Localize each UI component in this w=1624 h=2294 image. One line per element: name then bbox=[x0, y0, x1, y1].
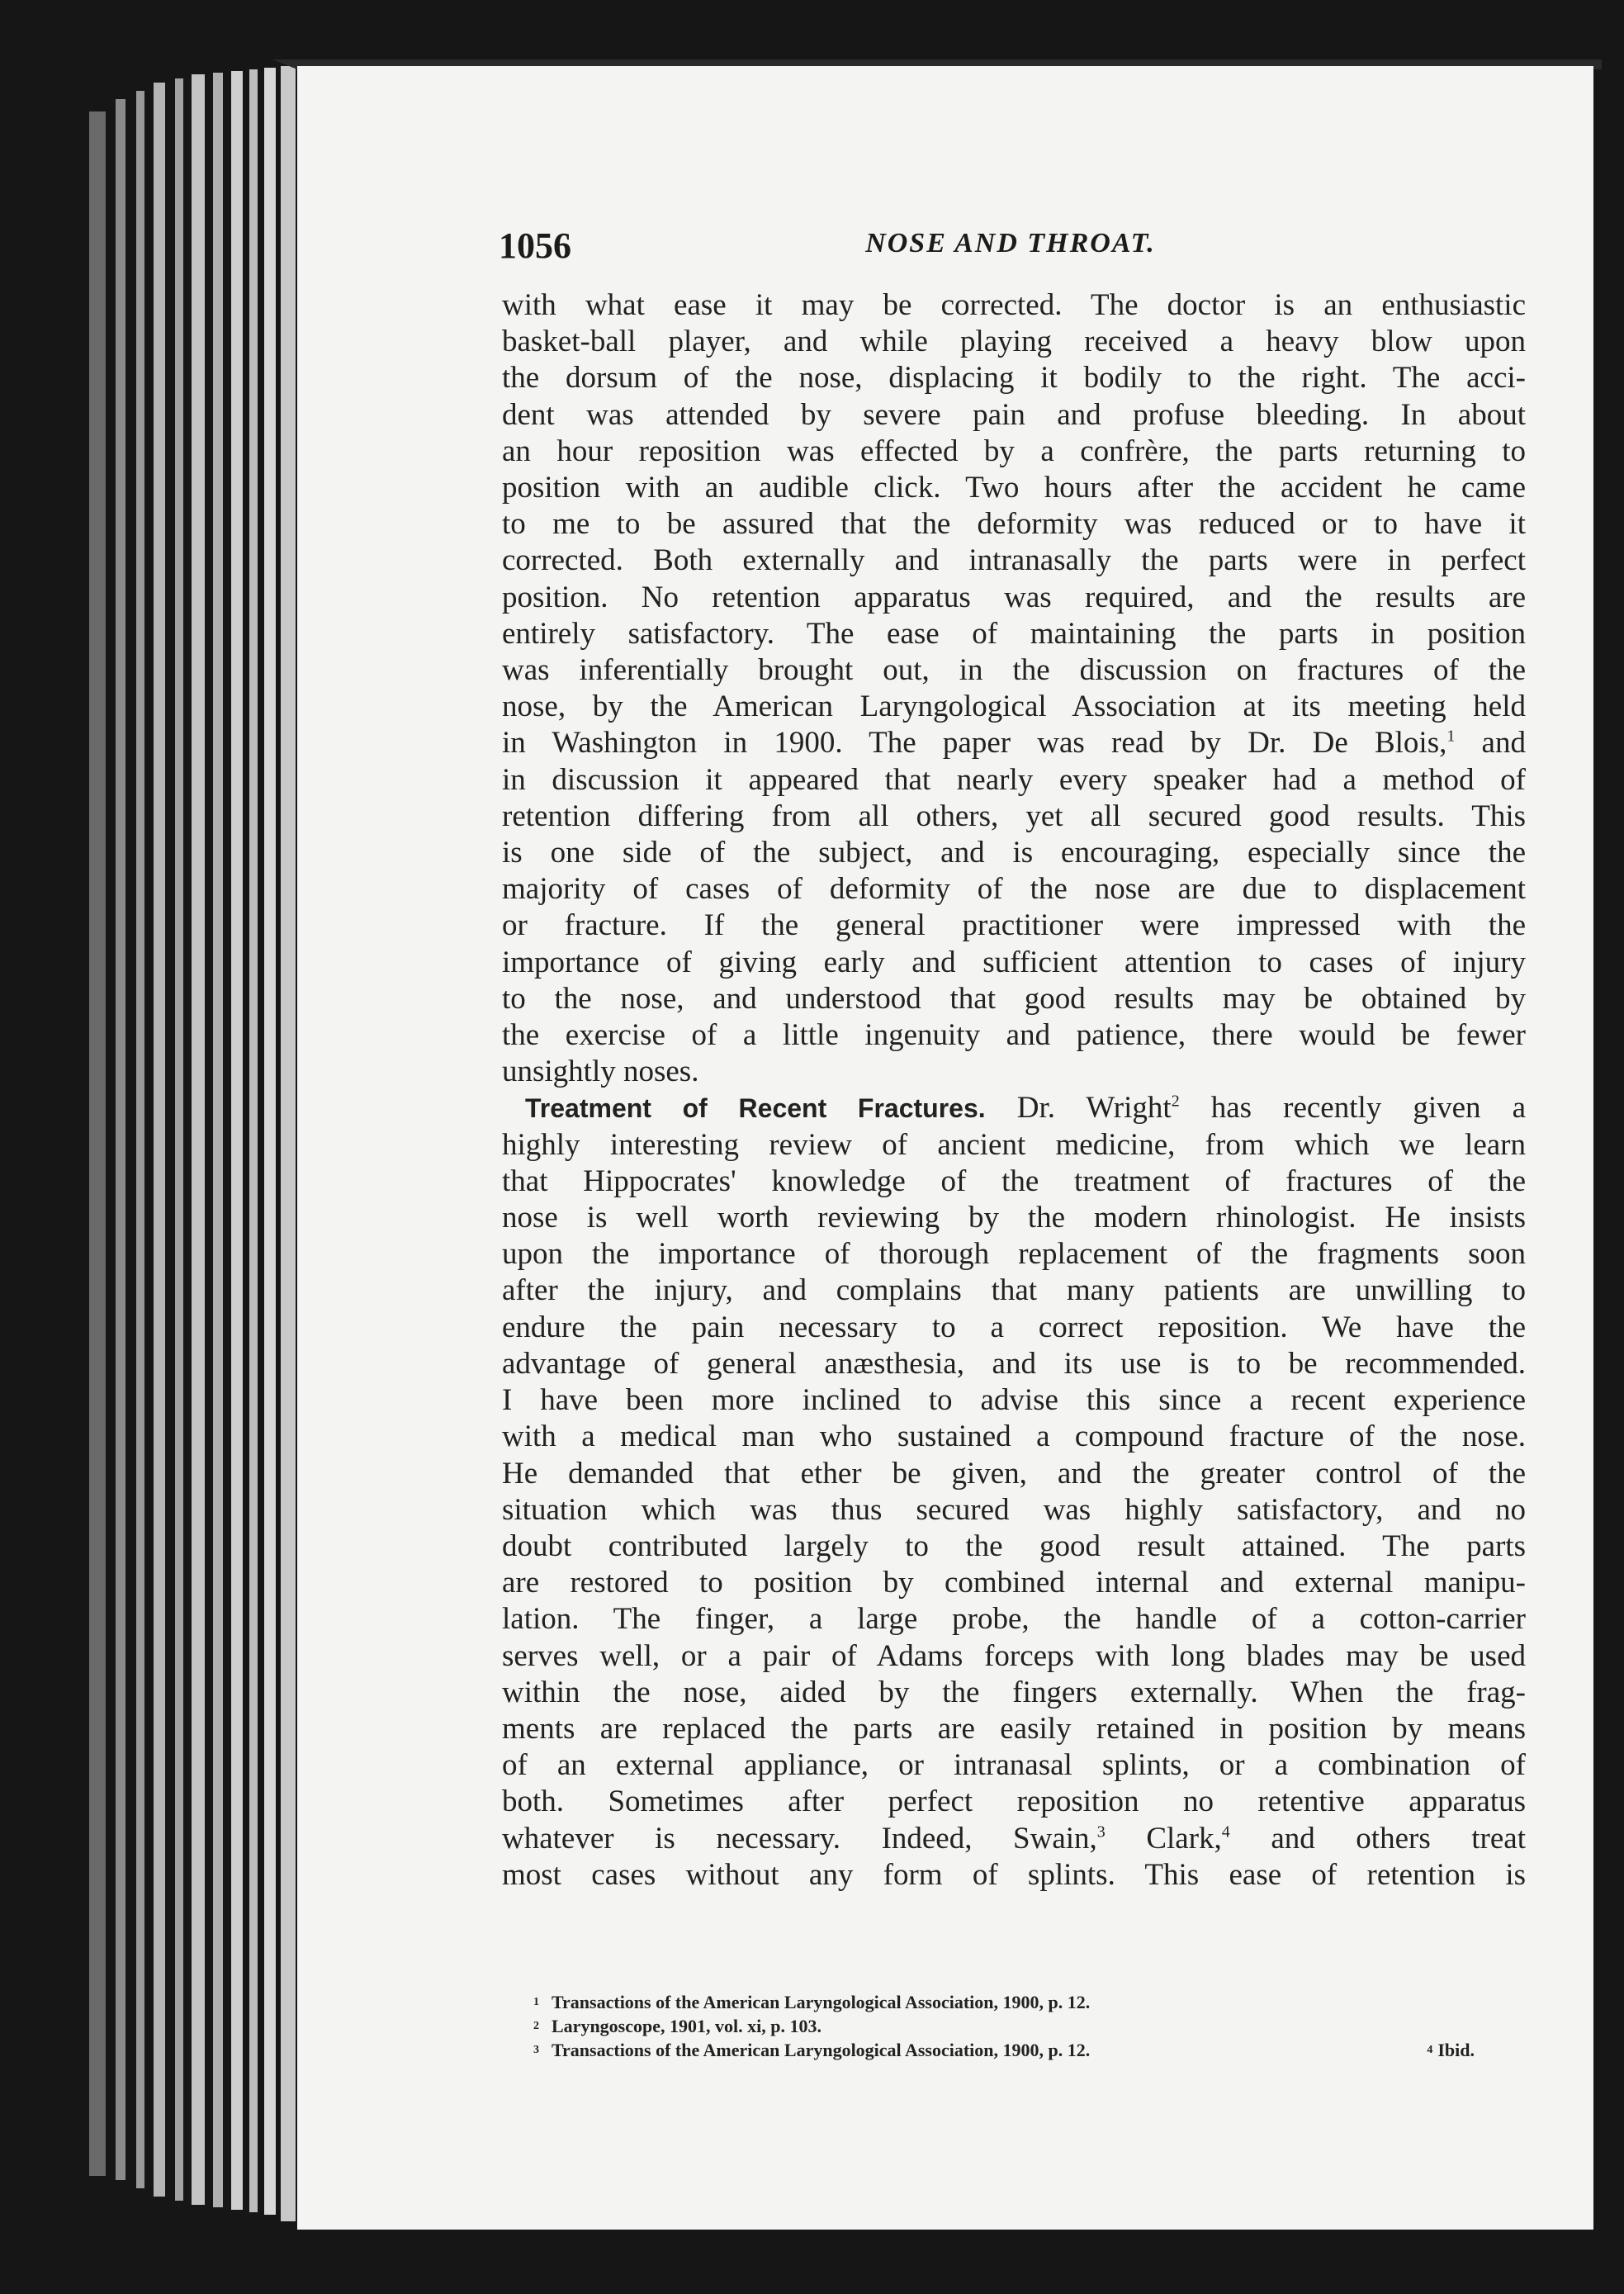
text-line: after the injury, and complains that many patients are unwilling to bbox=[502, 1273, 1526, 1308]
text-line: situation which was thus secured was highly satisfactory, and no bbox=[502, 1492, 1526, 1527]
footnote-text: Laryngoscope, 1901, vol. xi, p. 103. bbox=[552, 2016, 821, 2036]
text-line: serves well, or a pair of Adams forceps with long blades may be used bbox=[502, 1638, 1526, 1673]
text-line: ments are replaced the parts are easily retained in position by means bbox=[502, 1711, 1526, 1746]
text-line: position with an audible click. Two hours after the accident he came bbox=[502, 471, 1526, 505]
text-line bbox=[502, 1090, 1526, 1126]
text-line bbox=[502, 725, 1526, 761]
text-line: endure the pain necessary to a correct reposition. We have the bbox=[502, 1310, 1526, 1344]
text-line: to me to be assured that the deformity was reduced or to have it bbox=[502, 507, 1526, 542]
running-head: NOSE AND THROAT. bbox=[865, 228, 1156, 258]
text-line: basket-ball player, and while playing received a heavy blow upon bbox=[502, 325, 1526, 359]
text-line: entirely satisfactory. The ease of maintaining the parts in position bbox=[502, 616, 1526, 651]
text-segment: and bbox=[1455, 726, 1526, 761]
footnote-mark: 2 bbox=[533, 2020, 539, 2032]
text-line: nose, by the American Laryngological Association at its meeting held bbox=[502, 690, 1526, 724]
text-line: nose is well worth reviewing by the modern rhinologist. He insists bbox=[502, 1201, 1526, 1235]
footnote-2 bbox=[533, 2014, 1508, 2038]
footnote-mark: 4 bbox=[1427, 2044, 1433, 2056]
text-line: importance of giving early and sufficient attention to cases of injury bbox=[502, 945, 1526, 979]
text-line: both. Sometimes after perfect reposition no retentive apparatus bbox=[502, 1784, 1526, 1819]
page-number: 1056 bbox=[499, 225, 571, 266]
section-heading: Treatment of Recent Fractures. bbox=[525, 1093, 986, 1124]
footnote-ref-3: 3 bbox=[1096, 1822, 1106, 1841]
text-line: in discussion it appeared that nearly every speaker had a method of bbox=[502, 762, 1526, 797]
footnote-1 bbox=[533, 1990, 1508, 2014]
footnote-ref-4: 4 bbox=[1221, 1822, 1230, 1841]
text-segment: Dr. Wright bbox=[985, 1091, 1172, 1126]
text-line: dent was attended by severe pain and profuse bleeding. In about bbox=[502, 397, 1526, 432]
footnote-text: Transactions of the American Laryngological Association, 1900, p. 12. bbox=[552, 1992, 1091, 2012]
footnote-mark: 1 bbox=[533, 1996, 539, 2008]
text-line: was inferentially brought out, in the discussion on fractures of the bbox=[502, 653, 1526, 688]
text-line: unsightly noses. bbox=[502, 1055, 699, 1089]
page-header bbox=[499, 225, 1522, 282]
footnote-ref-1: 1 bbox=[1446, 728, 1456, 746]
text-line: are restored to position by combined internal and external manipu- bbox=[502, 1566, 1526, 1600]
text-segment: whatever is necessary. Indeed, Swain, bbox=[502, 1821, 1097, 1856]
footnotes bbox=[533, 1990, 1508, 2062]
text-line: highly interesting review of ancient medicine, from which we learn bbox=[502, 1127, 1526, 1162]
footnote-mark: 3 bbox=[533, 2044, 539, 2056]
paragraph-2 bbox=[502, 1090, 1526, 1893]
book-page bbox=[297, 66, 1593, 2230]
text-line: most cases without any form of splints. This ease of retention is bbox=[502, 1857, 1526, 1892]
footnote-ref-2: 2 bbox=[1171, 1092, 1180, 1111]
footnote-4 bbox=[1427, 2038, 1475, 2062]
text-line: of an external appliance, or intranasal splints, or a combination of bbox=[502, 1748, 1526, 1783]
text-line: within the nose, aided by the fingers externally. When the frag- bbox=[502, 1675, 1526, 1709]
footnote-text: Transactions of the American Laryngological Association, 1900, p. 12. bbox=[552, 2040, 1091, 2060]
text-line: advantage of general anæsthesia, and its use is to be recommended. bbox=[502, 1346, 1526, 1381]
text-line: majority of cases of deformity of the nose are due to displacement bbox=[502, 872, 1526, 907]
text-segment: has recently given a bbox=[1179, 1091, 1527, 1126]
body-text bbox=[502, 287, 1526, 1893]
text-line: or fracture. If the general practitioner were impressed with the bbox=[502, 908, 1526, 943]
text-line: with what ease it may be corrected. The doctor is an enthusiastic bbox=[502, 288, 1526, 322]
text-line: the exercise of a little ingenuity and patience, there would be fewer bbox=[502, 1018, 1526, 1053]
text-line: position. No retention apparatus was required, and the results are bbox=[502, 580, 1526, 614]
text-line: doubt contributed largely to the good result attained. The parts bbox=[502, 1529, 1526, 1563]
text-line: the dorsum of the nose, displacing it bodily to the right. The acci- bbox=[502, 361, 1526, 396]
text-line: an hour reposition was effected by a confrère, the parts returning to bbox=[502, 434, 1526, 468]
text-line: is one side of the subject, and is encouraging, especially since the bbox=[502, 836, 1526, 870]
text-segment: in Washington in 1900. The paper was read by Dr. De Blois, bbox=[502, 726, 1447, 761]
text-line: upon the importance of thorough replacement of the fragments soon bbox=[502, 1237, 1526, 1272]
text-line bbox=[502, 1821, 1526, 1857]
text-line: that Hippocrates' knowledge of the treatment of fractures of the bbox=[502, 1164, 1526, 1198]
footnote-3 bbox=[533, 2038, 1508, 2062]
paragraph-1 bbox=[502, 287, 1526, 1090]
text-line: with a medical man who sustained a compound fracture of the nose. bbox=[502, 1420, 1526, 1454]
text-line: lation. The finger, a large probe, the handle of a cotton-carrier bbox=[502, 1602, 1526, 1637]
footnote-text: Ibid. bbox=[1437, 2040, 1475, 2060]
text-line: corrected. Both externally and intranasally the parts were in perfect bbox=[502, 543, 1526, 578]
text-line: I have been more inclined to advise this since a recent experience bbox=[502, 1383, 1526, 1418]
text-segment: Clark, bbox=[1105, 1821, 1222, 1856]
text-segment: and others treat bbox=[1229, 1821, 1526, 1856]
text-line: to the nose, and understood that good results may be obtained by bbox=[502, 981, 1526, 1016]
text-line: retention differing from all others, yet all secured good results. This bbox=[502, 799, 1526, 833]
text-line: He demanded that ether be given, and the greater control of the bbox=[502, 1456, 1526, 1491]
